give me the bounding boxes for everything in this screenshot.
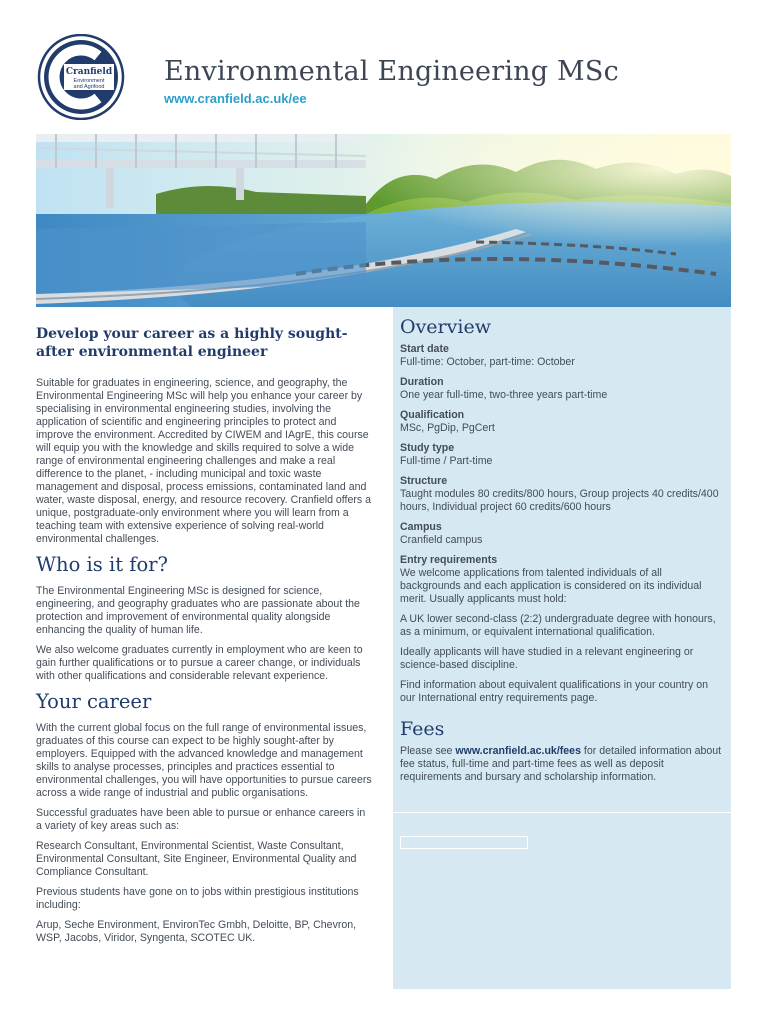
hero-image-water-treatment — [36, 134, 731, 307]
course-url-link[interactable]: www.cranfield.ac.uk/ee — [164, 91, 307, 106]
entry-paragraph-4: Find information about equivalent qualifications in your country on our International entry requirements page. — [400, 679, 708, 704]
overview-label: Duration — [400, 376, 444, 388]
logo-wordmark: Cranfield — [65, 67, 113, 77]
main-content-column — [36, 325, 374, 952]
career-paragraph-1: With the current global focus on the full range of environmental issues, graduates of this course can expect to be highly sought-after by employers. Equipped with the advanced knowledge and management skills to analyse processes, principles and practices essential to environmental challenges, you will have opportunities to pursue careers across a wide range of industrial and public organisations. — [36, 722, 372, 799]
overview-value: Full-time: October, part-time: October — [400, 356, 575, 368]
overview-value: MSc, PgDip, PgCert — [400, 422, 495, 434]
overview-qualification — [400, 409, 722, 435]
overview-study-type — [400, 442, 722, 468]
overview-heading: Overview — [400, 316, 491, 338]
entry-requirements-label: Entry requirements — [400, 554, 498, 566]
overview-campus — [400, 521, 722, 547]
overview-duration — [400, 376, 722, 402]
page-title: Environmental Engineering MSc — [164, 56, 619, 87]
intro-paragraph: Suitable for graduates in engineering, science, and geography, the Environmental Engineering MSc will help you enhance your career by specialising in environmental engineering studies, involving the application of scientific and engineering principles to protect and improve the environment. Accredited by CIWEM and IAgrE, this course will equip you with the knowledge and skills required to solve a wide range of environmental engineering challenges and make a real difference to the planet, - including municipal and toxic waste management and disposal, process emissions, contaminated land and water, waste disposal, energy, and resource recovery. Cranfield offers a unique, postgraduate-only environment where you will learn from a teaching team with extensive experience of solving real-world environmental challenges. — [36, 377, 372, 545]
cranfield-logo — [36, 34, 126, 120]
overview-label: Start date — [400, 343, 449, 355]
overview-value: One year full-time, two-three years part-time — [400, 389, 608, 401]
fees-paragraph — [400, 745, 722, 784]
career-paragraph-2: Successful graduates have been able to pursue or enhance careers in a variety of key areas such as: — [36, 807, 366, 832]
fees-suffix: for detailed information about fee status, full-time and part-time fees as well as deposit requirements and bursary and scholarship information. — [400, 745, 722, 783]
entry-paragraph-3: Ideally applicants will have studied in a relevant engineering or science-based discipline. — [400, 646, 694, 671]
who-heading: Who is it for? — [36, 553, 168, 576]
overview-label: Campus — [400, 521, 442, 533]
career-paragraph-5: Arup, Seche Environment, EnvironTec Gmbh, Deloitte, BP, Chevron, WSP, Jacobs, Viridor, Syngenta, SCOTEC UK. — [36, 919, 357, 944]
career-paragraph-4: Previous students have gone on to jobs within prestigious institutions including: — [36, 886, 359, 911]
fees-prefix: Please see — [400, 745, 456, 757]
panel-divider — [393, 812, 731, 813]
entry-paragraph-1: We welcome applications from talented individuals of all backgrounds and each application is considered on its individual merit. Usually applicants must hold: — [400, 567, 702, 605]
overview-label: Study type — [400, 442, 455, 454]
fees-heading: Fees — [400, 718, 445, 740]
who-paragraph-2: We also welcome graduates currently in employment who are keen to gain further qualifications or to pursue a career change, or individuals with other qualifications and considerable relevant experience. — [36, 644, 363, 682]
fees-link[interactable]: www.cranfield.ac.uk/fees — [455, 745, 581, 757]
logo-sub2: and Agrifood — [73, 84, 105, 90]
overview-structure — [400, 475, 722, 514]
overview-label: Structure — [400, 475, 448, 487]
overview-value: Full-time / Part-time — [400, 455, 493, 467]
empty-form-box[interactable] — [400, 836, 528, 849]
career-heading: Your career — [36, 690, 152, 713]
overview-start-date — [400, 343, 722, 369]
overview-label: Qualification — [400, 409, 465, 421]
overview-value: Cranfield campus — [400, 534, 483, 546]
who-paragraph-1: The Environmental Engineering MSc is designed for science, engineering, and geography graduates who are passionate about the protection and improvement of environmental quality alongside enhancing the quality of human life. — [36, 585, 360, 636]
overview-panel — [393, 307, 731, 989]
overview-value: Taught modules 80 credits/800 hours, Group projects 40 credits/400 hours, Individual project 60 credits/600 hours — [400, 488, 719, 513]
career-paragraph-3: Research Consultant, Environmental Scientist, Waste Consultant, Environmental Consultant, Site Engineer, Environmental Quality and Compliance Consultant. — [36, 840, 357, 878]
entry-paragraph-2: A UK lower second-class (2:2) undergraduate degree with honours, as a minimum, or equivalent international qualification. — [400, 613, 716, 638]
intro-heading: Develop your career as a highly sought-after environmental engineer — [36, 326, 348, 360]
logo-sub1: Environment — [73, 78, 105, 84]
